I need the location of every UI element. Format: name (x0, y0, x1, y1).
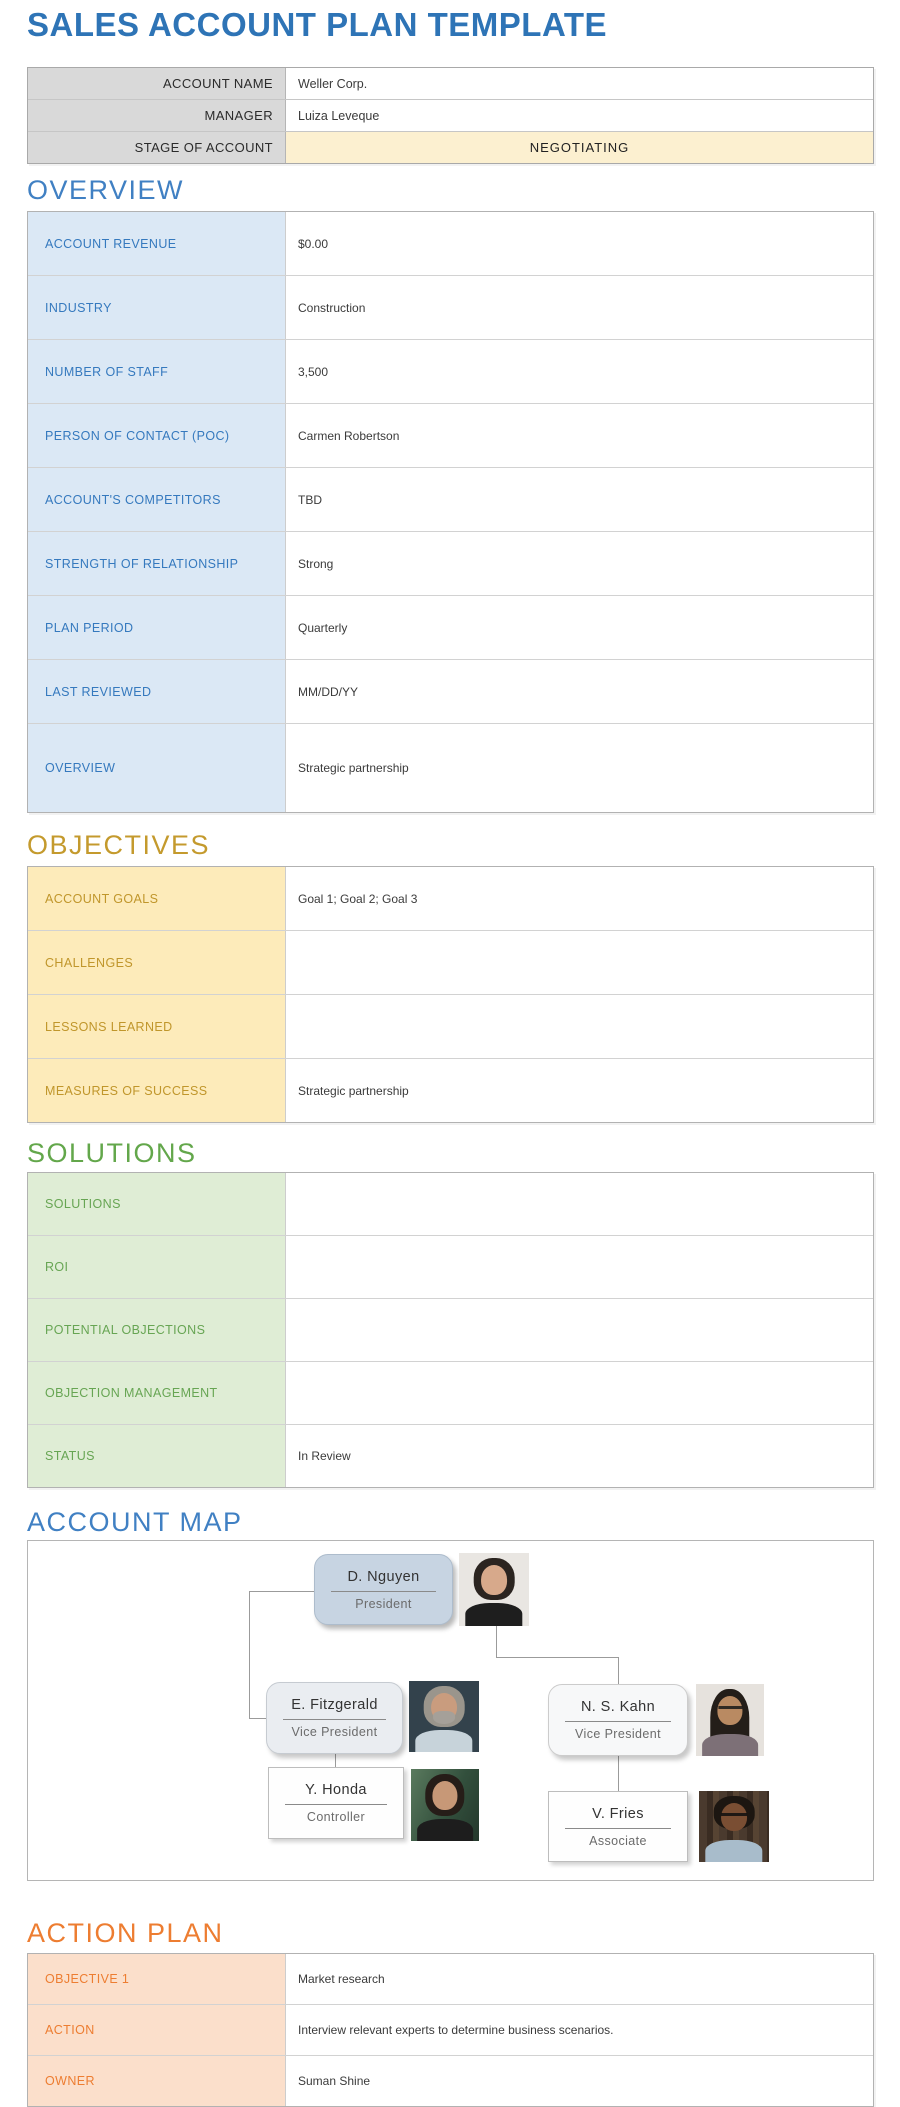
org-node-name: D. Nguyen (347, 1568, 420, 1585)
row-label: STAGE OF ACCOUNT (28, 132, 286, 163)
table-row (28, 275, 873, 339)
org-connector-line (335, 1754, 336, 1768)
row-value-cell[interactable] (286, 1173, 873, 1235)
table-row (28, 1424, 873, 1487)
table-row (28, 1058, 873, 1122)
row-label: ACCOUNT GOALS (28, 867, 286, 930)
avatar-head-shape (717, 1696, 742, 1725)
org-connector-line (249, 1591, 315, 1592)
row-label: ACTION (28, 2005, 286, 2055)
org-node-vfries[interactable] (548, 1791, 688, 1862)
table-row (28, 2004, 873, 2055)
table-row (28, 531, 873, 595)
row-label: CHALLENGES (28, 931, 286, 994)
row-label: LAST REVIEWED (28, 660, 286, 723)
row-label: STRENGTH OF RELATIONSHIP (28, 532, 286, 595)
table-row (28, 659, 873, 723)
table-row (28, 68, 873, 99)
org-connector-line (618, 1756, 619, 1792)
section-heading-objectives: OBJECTIVES (27, 830, 211, 860)
avatar-photo-vfries (699, 1791, 769, 1862)
org-node-yhonda[interactable] (268, 1767, 404, 1839)
row-value-cell[interactable]: Goal 1; Goal 2; Goal 3 (298, 891, 418, 906)
table-row (28, 467, 873, 531)
table-row (28, 1298, 873, 1361)
document-page (27, 6, 874, 2107)
table-row (28, 1954, 873, 2004)
row-label: MEASURES OF SUCCESS (28, 1059, 286, 1122)
row-value-cell[interactable]: Weller Corp. (298, 76, 368, 91)
org-node-title: President (355, 1596, 412, 1611)
row-label: ACCOUNT REVENUE (28, 212, 286, 275)
row-label: PERSON OF CONTACT (POC) (28, 404, 286, 467)
row-value-cell[interactable]: MM/DD/YY (298, 684, 358, 699)
avatar-torso-shape (465, 1603, 522, 1626)
avatar-photo-dnguyen (459, 1553, 529, 1626)
row-value-cell[interactable]: TBD (298, 492, 322, 507)
avatar-head-shape (431, 1693, 457, 1721)
table-row (28, 930, 873, 994)
avatar-photo-efitzgerald (409, 1681, 479, 1752)
row-value-cell[interactable]: Strategic partnership (298, 761, 409, 775)
row-value-cell[interactable]: Strategic partnership (298, 1083, 409, 1098)
org-node-title: Controller (306, 1810, 366, 1824)
row-label: OBJECTION MANAGEMENT (28, 1362, 286, 1424)
table-row (28, 212, 873, 275)
row-label: LESSONS LEARNED (28, 995, 286, 1058)
row-value-cell[interactable]: 3,500 (298, 364, 329, 379)
avatar-torso-shape (705, 1840, 762, 1862)
row-value-cell[interactable]: Construction (298, 300, 366, 315)
solutions-table (27, 1172, 874, 1488)
table-row (28, 339, 873, 403)
row-value-cell[interactable]: Market research (298, 1972, 385, 1986)
org-connector-line (249, 1718, 267, 1719)
row-label: MANAGER (28, 100, 286, 131)
row-label: OVERVIEW (28, 724, 286, 812)
row-label: ROI (28, 1236, 286, 1298)
row-value-cell[interactable] (286, 1299, 873, 1361)
row-value-cell[interactable] (286, 1236, 873, 1298)
org-node-efitzgerald[interactable] (266, 1682, 403, 1754)
org-node-nskahn[interactable] (548, 1684, 688, 1756)
row-label: SOLUTIONS (28, 1173, 286, 1235)
page-title: SALES ACCOUNT PLAN TEMPLATE (27, 6, 607, 43)
row-value-cell[interactable]: Interview relevant experts to determine business scenarios. (298, 2023, 614, 2037)
row-value-cell[interactable]: In Review (298, 1449, 351, 1463)
table-row (28, 131, 873, 163)
org-connector-line (249, 1591, 250, 1719)
org-node-divider (565, 1721, 671, 1722)
row-label: INDUSTRY (28, 276, 286, 339)
org-node-name: E. Fitzgerald (291, 1697, 378, 1713)
table-row (28, 1235, 873, 1298)
table-row (28, 2055, 873, 2106)
avatar-photo-nskahn (696, 1684, 764, 1756)
row-label: OBJECTIVE 1 (28, 1954, 286, 2004)
table-row (28, 595, 873, 659)
avatar-photo-yhonda (411, 1769, 479, 1841)
row-value-cell[interactable]: Carmen Robertson (298, 428, 400, 443)
objectives-table (27, 866, 874, 1123)
avatar-head-shape (481, 1565, 507, 1594)
table-row (28, 403, 873, 467)
row-value-cell[interactable]: $0.00 (298, 236, 329, 251)
org-node-name: V. Fries (592, 1805, 644, 1822)
row-label: OWNER (28, 2056, 286, 2106)
account-info-table (27, 67, 874, 164)
org-node-divider (331, 1591, 436, 1592)
table-row (28, 1173, 873, 1235)
avatar-torso-shape (702, 1734, 758, 1756)
row-label: ACCOUNT'S COMPETITORS (28, 468, 286, 531)
org-node-dnguyen[interactable] (314, 1554, 453, 1625)
row-value-cell[interactable]: Strong (298, 556, 334, 571)
org-node-divider (565, 1828, 671, 1829)
row-label: ACCOUNT NAME (28, 68, 286, 99)
overview-table (27, 211, 874, 813)
org-node-name: Y. Honda (305, 1782, 367, 1798)
org-node-title: Vice President (291, 1725, 378, 1739)
org-node-name: N. S. Kahn (580, 1699, 656, 1715)
table-row (28, 994, 873, 1058)
row-value-cell[interactable] (286, 995, 873, 1058)
section-heading-account-map: ACCOUNT MAP (27, 1507, 243, 1537)
org-node-divider (283, 1719, 386, 1720)
action-plan-table (27, 1953, 874, 2107)
section-heading-overview: OVERVIEW (27, 175, 185, 205)
row-value-cell[interactable] (286, 1362, 873, 1424)
org-node-title: Vice President (575, 1727, 661, 1741)
org-connector-line (496, 1657, 619, 1658)
row-label: NUMBER OF STAFF (28, 340, 286, 403)
avatar-torso-shape (415, 1730, 472, 1752)
avatar-head-shape (721, 1803, 747, 1831)
avatar-head-shape (432, 1781, 457, 1810)
org-node-divider (285, 1804, 387, 1805)
section-heading-action-plan: ACTION PLAN (27, 1918, 224, 1948)
table-row (28, 867, 873, 930)
row-label: POTENTIAL OBJECTIONS (28, 1299, 286, 1361)
org-node-title: Associate (589, 1833, 647, 1848)
row-value-cell[interactable] (286, 931, 873, 994)
avatar-torso-shape (417, 1819, 473, 1841)
org-connector-line (496, 1626, 497, 1657)
table-row (28, 1361, 873, 1424)
section-heading-solutions: SOLUTIONS (27, 1138, 197, 1168)
row-value-cell[interactable]: Luiza Leveque (298, 108, 380, 123)
row-value-cell[interactable]: Suman Shine (298, 2074, 371, 2088)
account-map-canvas (27, 1540, 874, 1881)
row-label: STATUS (28, 1425, 286, 1487)
table-row (28, 99, 873, 131)
row-value-cell[interactable]: NEGOTIATING (286, 132, 873, 163)
row-value-cell[interactable]: Quarterly (298, 620, 348, 635)
table-row (28, 723, 873, 812)
org-connector-line (618, 1657, 619, 1685)
row-label: PLAN PERIOD (28, 596, 286, 659)
